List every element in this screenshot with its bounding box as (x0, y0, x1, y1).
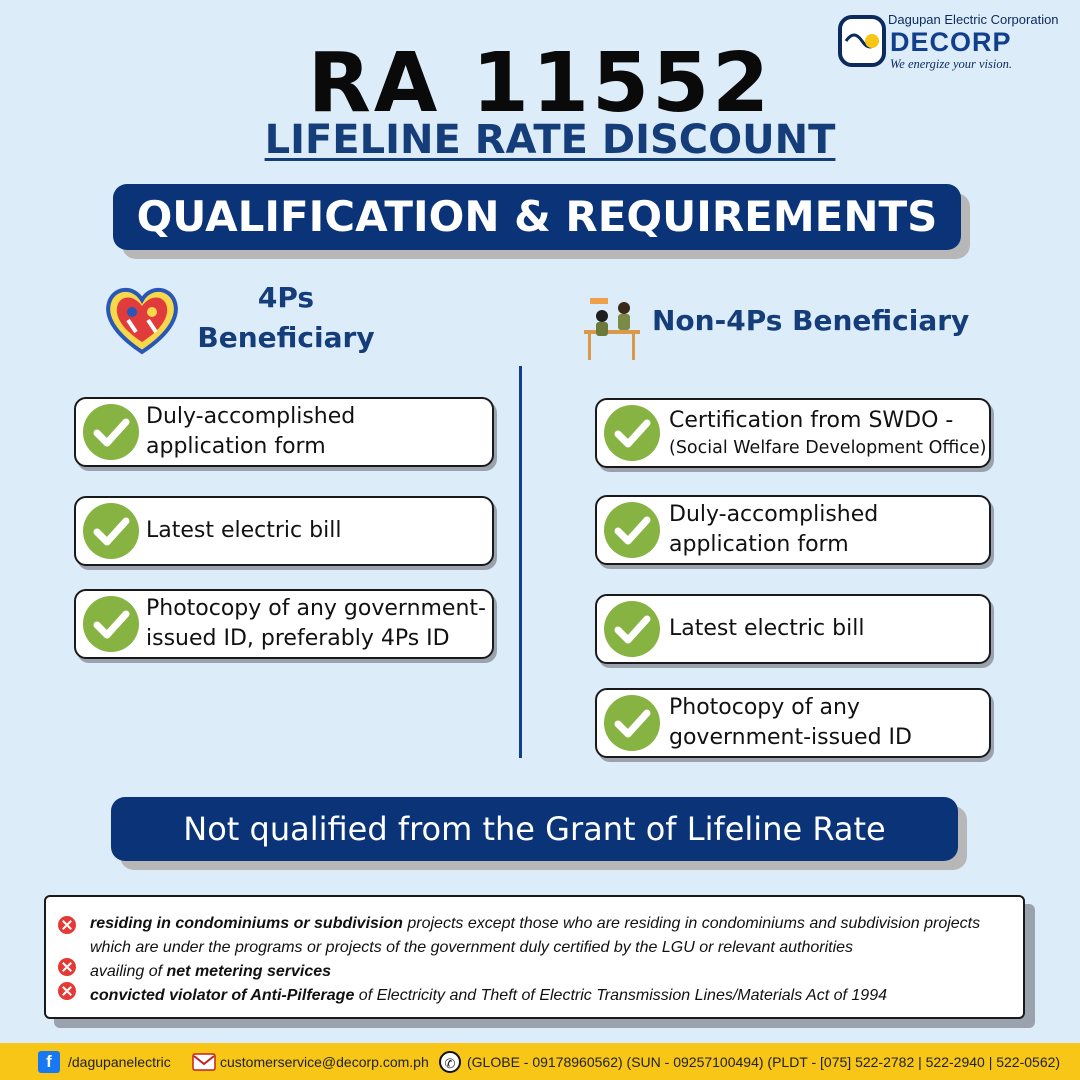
4ps-requirement-card (74, 589, 494, 659)
check-icon (83, 404, 139, 460)
non-4ps-people-icon (580, 292, 644, 364)
requirement-text: Latest electric bill (669, 616, 865, 641)
non-4ps-requirement-card (595, 594, 991, 664)
corporation-name: Dagupan Electric Corporation (888, 12, 1059, 27)
contact-footer (0, 1043, 1080, 1080)
phone-numbers: (GLOBE - 09178960562) (SUN - 09257100494) (PLDT - [075] 522-2782 | 522-2940 | 522-0562) (467, 1054, 1061, 1070)
x-circle-icon (58, 982, 76, 1000)
x-circle-icon (58, 958, 76, 976)
4ps-beneficiary-title (186, 278, 386, 358)
tagline: We energize your vision. (890, 57, 1012, 71)
phone-icon: ✆ (439, 1051, 461, 1073)
requirement-text: Photocopy of any (669, 695, 860, 720)
column-divider (519, 366, 522, 758)
requirement-text: Photocopy of any government- (146, 596, 486, 621)
note-bold: net metering services (166, 963, 332, 980)
x-circle-icon (58, 916, 76, 934)
requirement-subtext: (Social Welfare Development Office) (669, 438, 987, 458)
facebook-link[interactable]: /dagupanelectric (68, 1054, 171, 1070)
non-4ps-requirement-card (595, 495, 991, 565)
requirement-text: government-issued ID (669, 725, 912, 750)
requirement-text: Duly-accomplished (669, 502, 879, 527)
requirement-text: issued ID, preferably 4Ps ID (146, 626, 450, 651)
non-4ps-requirement-card (595, 688, 991, 758)
requirement-text: Latest electric bill (146, 518, 342, 543)
requirement-text: Certification from SWDO - (669, 408, 954, 433)
not-qualified-list (44, 895, 1025, 1019)
note-bold: residing in condominiums or subdivision (90, 915, 403, 932)
4ps-heart-icon (102, 284, 182, 356)
requirements-banner: QUALIFICATION & REQUIREMENTS (113, 184, 961, 250)
4ps-requirement-card (74, 496, 494, 566)
not-qualified-item (90, 912, 1010, 960)
requirement-text: Duly-accomplished (146, 404, 356, 429)
facebook-icon: f (38, 1051, 60, 1073)
check-icon (604, 695, 660, 751)
email-link[interactable]: customerservice@decorp.com.ph (220, 1054, 429, 1070)
check-icon (604, 405, 660, 461)
page-subtitle: LIFELINE RATE DISCOUNT (264, 117, 836, 163)
page-title: RA 11552 (307, 36, 773, 131)
requirement-text: application form (669, 532, 849, 557)
check-icon (83, 503, 139, 559)
non-4ps-beneficiary-title: Non-4Ps Beneficiary (652, 304, 970, 337)
not-qualified-banner: Not qualified from the Grant of Lifeline Rate (111, 797, 958, 861)
non-4ps-requirement-card (595, 398, 991, 468)
check-icon (604, 601, 660, 657)
4ps-title-line2: Beneficiary (197, 321, 375, 354)
note-text: of Electricity and Theft of Electric Transmission Lines/Materials Act of 1994 (354, 987, 887, 1004)
not-qualified-item (90, 984, 1010, 1008)
gmail-icon (192, 1052, 216, 1072)
not-qualified-item (90, 960, 1010, 984)
4ps-requirement-card (74, 397, 494, 467)
check-icon (604, 502, 660, 558)
brand-name: DECORP (890, 27, 1012, 57)
4ps-title-line1: 4Ps (257, 281, 315, 314)
check-icon (83, 596, 139, 652)
note-text: availing of (90, 963, 167, 980)
note-bold: convicted violator of Anti-Pilferage (90, 987, 355, 1004)
note-text: projects except those who are residing in condominiums and subdivision projects which are under the programs or projects of the government duly certified by the LGU or relevant authorities (90, 915, 981, 956)
requirement-text: application form (146, 434, 326, 459)
